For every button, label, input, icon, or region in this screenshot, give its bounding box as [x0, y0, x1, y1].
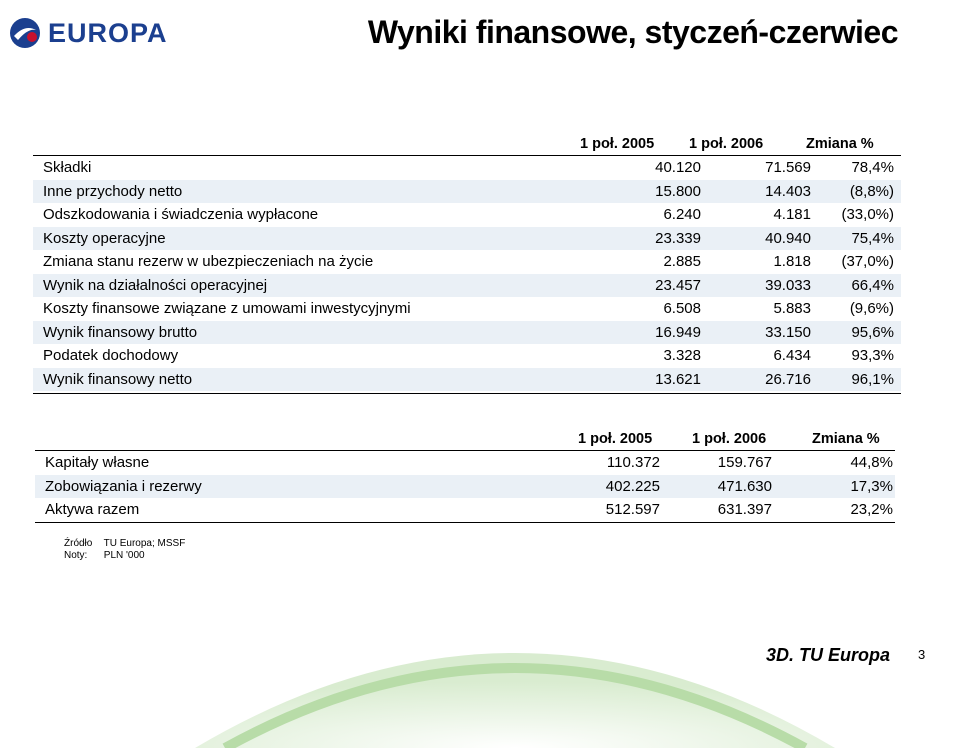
- value-change: 17,3%: [850, 477, 893, 495]
- table-row: [33, 344, 901, 368]
- table-row: [33, 250, 901, 274]
- value-2005: 512.597: [605, 501, 660, 518]
- income-table-bottom-rule: [33, 393, 901, 394]
- notes-value: PLN '000: [103, 550, 145, 561]
- value-change: (9,6%): [849, 300, 894, 317]
- notes-label: Noty:: [64, 550, 88, 561]
- notes-line: [64, 550, 185, 562]
- table-row: [35, 451, 895, 475]
- value-2006: 4.181: [773, 206, 811, 223]
- value-2006: 33.150: [765, 323, 811, 341]
- value-2006: 40.940: [765, 229, 811, 247]
- value-2005: 3.328: [663, 347, 701, 364]
- value-change: 95,6%: [851, 323, 894, 341]
- source-notes: [64, 538, 185, 562]
- table-row: [33, 227, 901, 251]
- footer-brand: 3D. TU Europa: [766, 645, 891, 665]
- row-label: Wynik finansowy brutto: [43, 323, 198, 341]
- table-row: [35, 498, 895, 522]
- value-2006: 631.397: [717, 501, 772, 518]
- value-2006: 5.883: [773, 300, 811, 317]
- balance-table-header: [35, 428, 895, 451]
- page-number: 3: [918, 647, 926, 662]
- value-change: 93,3%: [851, 347, 894, 364]
- value-change: 23,2%: [850, 501, 893, 518]
- table-row: [33, 368, 901, 392]
- row-label: Koszty finansowe związane z umowami inwestycyjnymi: [43, 300, 411, 317]
- balance-sheet-table: [35, 428, 895, 522]
- value-change: 66,4%: [851, 276, 894, 294]
- row-label: Składki: [43, 159, 92, 176]
- row-label: Aktywa razem: [45, 501, 140, 518]
- logo-text: EUROPA: [48, 17, 168, 48]
- value-change: 75,4%: [851, 229, 894, 247]
- value-2005: 23.457: [655, 276, 701, 294]
- value-2005: 15.800: [655, 182, 701, 200]
- value-2006: 26.716: [765, 370, 811, 388]
- value-change: (33,0%): [841, 206, 894, 223]
- row-label: Inne przychody netto: [43, 182, 183, 200]
- income-table-header: [33, 133, 901, 156]
- decorative-arc-icon: [195, 598, 835, 748]
- table-row: [33, 274, 901, 298]
- value-2006: 71.569: [765, 159, 811, 176]
- row-label: Zmiana stanu rezerw w ubezpieczeniach na życie: [43, 253, 374, 270]
- value-2005: 40.120: [655, 159, 701, 176]
- row-label: Podatek dochodowy: [43, 347, 179, 364]
- value-change: 44,8%: [850, 454, 893, 471]
- value-change: 96,1%: [851, 370, 894, 388]
- col-header-change: Zmiana %: [812, 431, 880, 447]
- col-header-2006: 1 poł. 2006: [692, 431, 767, 447]
- source-value: TU Europa; MSSF: [103, 538, 186, 549]
- value-2006: 6.434: [773, 347, 811, 364]
- value-change: (37,0%): [841, 253, 894, 270]
- row-label: Odszkodowania i świadczenia wypłacone: [43, 206, 319, 223]
- value-2006: 14.403: [765, 182, 811, 200]
- value-2005: 6.240: [663, 206, 701, 223]
- table-row: [33, 156, 901, 180]
- value-2006: 159.767: [717, 454, 772, 471]
- page-title: Wyniki finansowe, styczeń-czerwiec: [367, 14, 898, 50]
- row-label: Kapitały własne: [45, 454, 150, 471]
- table-row: [33, 321, 901, 345]
- income-statement-table: [33, 133, 901, 391]
- table-row: [35, 475, 895, 499]
- row-label: Koszty operacyjne: [43, 229, 166, 247]
- europa-logo: [8, 8, 168, 58]
- value-2006: 471.630: [717, 477, 772, 495]
- value-change: (8,8%): [849, 182, 894, 200]
- balance-table-bottom-rule: [35, 522, 895, 523]
- value-2005: 13.621: [655, 370, 701, 388]
- col-header-2005: 1 poł. 2005: [580, 136, 655, 152]
- row-label: Zobowiązania i rezerwy: [45, 477, 202, 495]
- source-label: Źródło: [64, 538, 93, 549]
- col-header-2005: 1 poł. 2005: [578, 431, 653, 447]
- table-row: [33, 297, 901, 321]
- col-header-change: Zmiana %: [806, 136, 874, 152]
- value-2005: 2.885: [663, 253, 701, 270]
- source-line: [64, 538, 185, 550]
- row-label: Wynik na działalności operacyjnej: [43, 276, 268, 294]
- value-2005: 402.225: [605, 477, 660, 495]
- value-2006: 39.033: [765, 276, 811, 294]
- value-2005: 16.949: [655, 323, 701, 341]
- table-row: [33, 203, 901, 227]
- value-2006: 1.818: [773, 253, 811, 270]
- value-2005: 110.372: [606, 454, 660, 471]
- col-header-2006: 1 poł. 2006: [689, 136, 764, 152]
- europa-logo-icon: [8, 16, 42, 50]
- value-2005: 23.339: [655, 229, 701, 247]
- row-label: Wynik finansowy netto: [43, 370, 193, 388]
- value-change: 78,4%: [851, 159, 894, 176]
- table-row: [33, 180, 901, 204]
- value-2005: 6.508: [663, 300, 701, 317]
